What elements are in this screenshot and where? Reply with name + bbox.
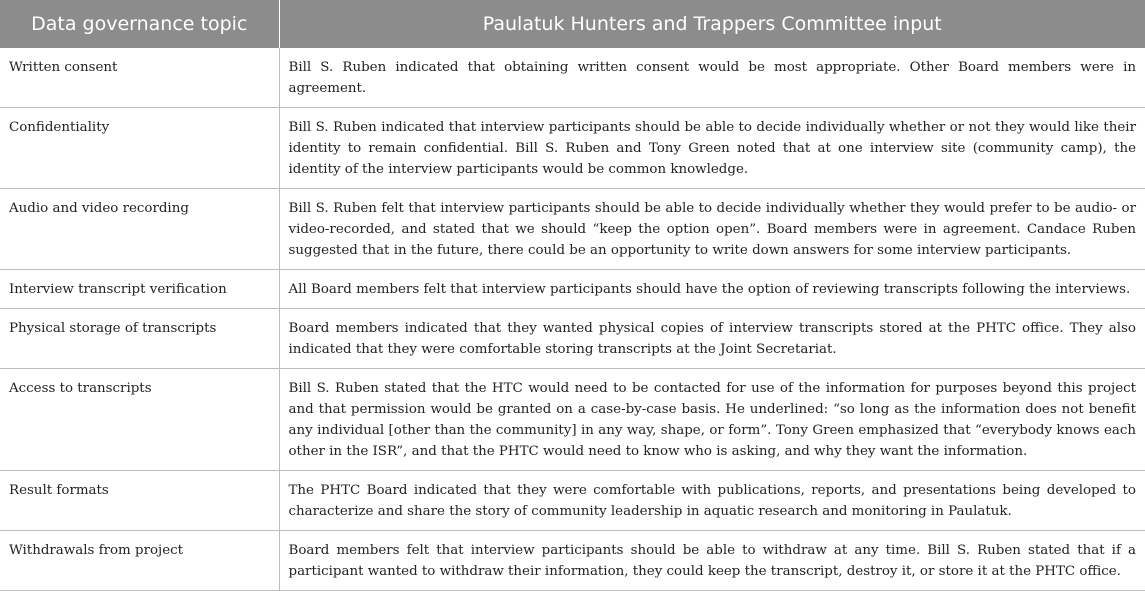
table-header — [0, 0, 1145, 48]
table-row — [0, 531, 1145, 591]
topic-cell: Physical storage of transcripts — [0, 309, 279, 369]
input-cell: The PHTC Board indicated that they were comfortable with publications, reports, and presentations being developed to characterize and share the story of community leadership in aquatic research and monitoring in Paulatuk. — [279, 471, 1145, 531]
table-row — [0, 189, 1145, 270]
topic-cell: Audio and video recording — [0, 189, 279, 270]
topic-cell: Access to transcripts — [0, 369, 279, 471]
topic-cell: Interview transcript verification — [0, 270, 279, 309]
topic-cell: Written consent — [0, 48, 279, 108]
topic-cell: Confidentiality — [0, 108, 279, 189]
header-row — [0, 0, 1145, 48]
topic-cell: Withdrawals from project — [0, 531, 279, 591]
table-row — [0, 270, 1145, 309]
table-body — [0, 48, 1145, 591]
input-cell: Bill S. Ruben indicated that interview participants should be able to decide individually whether or not they would like their identity to remain confidential. Bill S. Ruben and Tony Green noted that at one interview site (community camp), the identity of the interview participants would be common knowledge. — [279, 108, 1145, 189]
input-cell: Bill S. Ruben stated that the HTC would need to be contacted for use of the information for purposes beyond this project and that permission would be granted on a case-by-case basis. He underlined: “so long as the information does not benefit any individual [other than the community] in any way, shape, or form”. Tony Green emphasized that “everybody knows each other in the ISR”, and that the PHTC would need to know who is asking, and why they want the information. — [279, 369, 1145, 471]
table-row — [0, 309, 1145, 369]
input-cell: Board members felt that interview participants should be able to withdraw at any time. Bill S. Ruben stated that if a participant wanted to withdraw their information, they could keep the transcript, destroy it, or store it at the PHTC office. — [279, 531, 1145, 591]
table-row — [0, 108, 1145, 189]
table-row — [0, 48, 1145, 108]
topic-cell: Result formats — [0, 471, 279, 531]
input-cell: Bill S. Ruben indicated that obtaining written consent would be most appropriate. Other Board members were in agreement. — [279, 48, 1145, 108]
input-cell: Board members indicated that they wanted physical copies of interview transcripts stored at the PHTC office. They also indicated that they were comfortable storing transcripts at the Joint Secretariat. — [279, 309, 1145, 369]
table-row — [0, 471, 1145, 531]
input-cell: All Board members felt that interview participants should have the option of reviewing transcripts following the interviews. — [279, 270, 1145, 309]
input-cell: Bill S. Ruben felt that interview participants should be able to decide individually whether they would prefer to be audio- or video-recorded, and stated that we should “keep the option open”. Board members were in agreement. Candace Ruben suggested that in the future, there could be an opportunity to write down answers for some interview participants. — [279, 189, 1145, 270]
table-row — [0, 369, 1145, 471]
header-topic: Data governance topic — [0, 0, 279, 48]
header-input: Paulatuk Hunters and Trappers Committee input — [279, 0, 1145, 48]
